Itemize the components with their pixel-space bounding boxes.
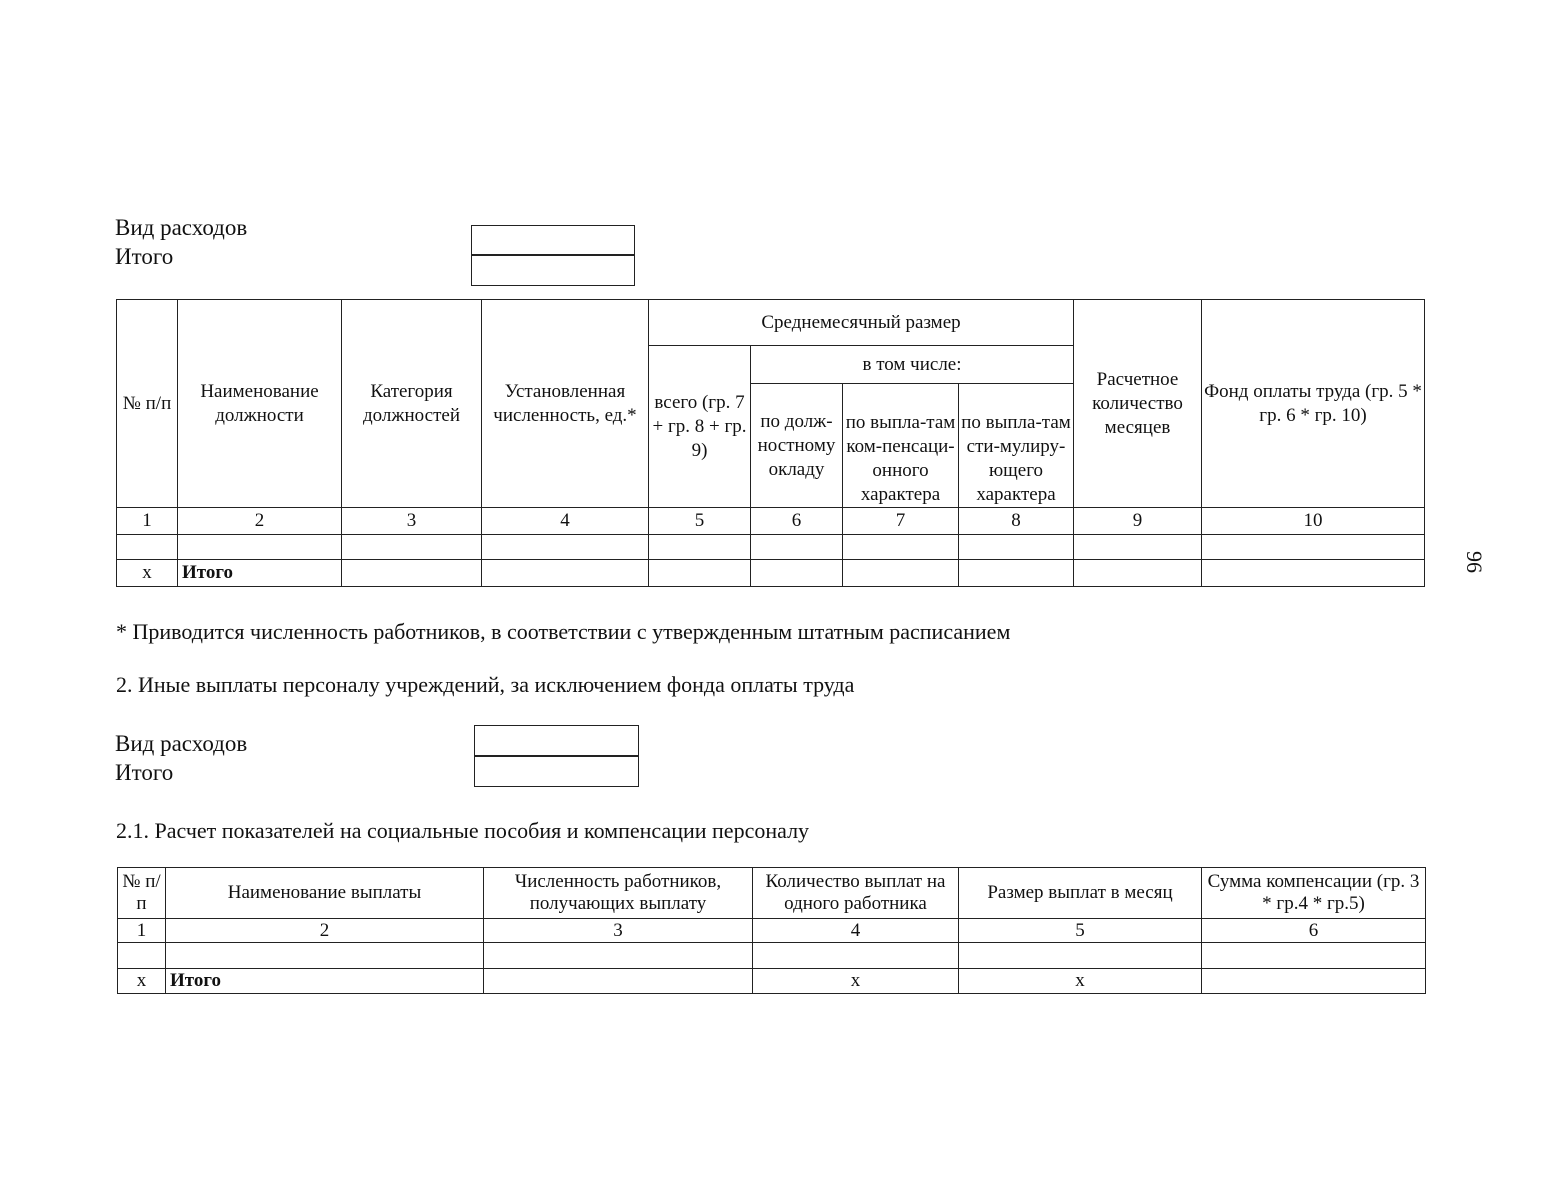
col-number: 5 <box>649 508 751 535</box>
header-salary: по долж-ностному окладу <box>751 384 843 508</box>
cell[interactable] <box>482 535 649 560</box>
cell[interactable] <box>484 969 753 994</box>
total-row <box>117 560 1425 587</box>
cell[interactable] <box>1202 943 1426 969</box>
table-row <box>118 943 1426 969</box>
cell[interactable] <box>117 535 178 560</box>
cell[interactable] <box>342 535 482 560</box>
col-number: 6 <box>751 508 843 535</box>
header-position-name: Наименование должности <box>178 300 342 508</box>
header-payment-size: Размер выплат в месяц <box>959 868 1202 919</box>
col-number: 5 <box>959 919 1202 943</box>
col-number: 3 <box>484 919 753 943</box>
footnote: * Приводится численность работников, в соответствии с утвержденным штатным расписанием <box>116 619 1011 644</box>
social-benefits-table <box>117 867 1426 994</box>
cell[interactable] <box>649 560 751 587</box>
cell[interactable] <box>751 535 843 560</box>
header-total: всего (гр. 7 + гр. 8 + гр. 9) <box>649 346 751 508</box>
cell[interactable] <box>482 560 649 587</box>
cell[interactable] <box>959 560 1074 587</box>
col-number: 3 <box>342 508 482 535</box>
col-number: 7 <box>843 508 959 535</box>
col-number: 1 <box>117 508 178 535</box>
header-num: № п/п <box>118 868 166 919</box>
cell[interactable] <box>843 535 959 560</box>
col-number: 2 <box>178 508 342 535</box>
cell[interactable] <box>959 535 1074 560</box>
col-number: 4 <box>753 919 959 943</box>
cell[interactable] <box>1074 560 1202 587</box>
header-num: № п/п <box>117 300 178 508</box>
cell[interactable] <box>959 943 1202 969</box>
cell[interactable] <box>753 943 959 969</box>
cell[interactable] <box>1074 535 1202 560</box>
col-number: 6 <box>1202 919 1426 943</box>
total-row <box>118 969 1426 994</box>
header-headcount: Установленная численность, ед.* <box>482 300 649 508</box>
cell[interactable] <box>1202 535 1425 560</box>
payroll-table <box>116 299 1425 587</box>
cell[interactable] <box>484 943 753 969</box>
col-number: 4 <box>482 508 649 535</box>
expense-type-field[interactable] <box>471 225 635 256</box>
cell[interactable] <box>166 943 484 969</box>
cell[interactable] <box>843 560 959 587</box>
col-number: 2 <box>166 919 484 943</box>
total-row-mark: x <box>117 560 178 587</box>
total-label-2: Итого <box>115 760 174 785</box>
total-field[interactable] <box>471 254 635 286</box>
cell[interactable] <box>342 560 482 587</box>
header-stimulating: по выпла-там сти-мулиру-ющего характера <box>959 384 1074 508</box>
header-category: Категория должностей <box>342 300 482 508</box>
total-row-label: Итого <box>178 560 342 587</box>
col-number: 8 <box>959 508 1074 535</box>
cell[interactable] <box>751 560 843 587</box>
header-workers-count: Численность работников, получающих выплату <box>484 868 753 919</box>
header-compensation-sum: Сумма компенсации (гр. 3 * гр.4 * гр.5) <box>1202 868 1426 919</box>
total-row-x: x <box>959 969 1202 994</box>
total-label: Итого <box>115 244 174 269</box>
total-field-2[interactable] <box>474 755 639 787</box>
expense-type-field-2[interactable] <box>474 725 639 757</box>
cell[interactable] <box>1202 560 1425 587</box>
cell[interactable] <box>1202 969 1426 994</box>
col-number: 10 <box>1202 508 1425 535</box>
cell[interactable] <box>118 943 166 969</box>
header-average-monthly: Среднемесячный размер <box>649 300 1074 346</box>
header-compensation: по выпла-там ком-пенсаци-онного характера <box>843 384 959 508</box>
cell[interactable] <box>178 535 342 560</box>
expense-type-label-2: Вид расходов <box>115 731 248 756</box>
total-row-mark: x <box>118 969 166 994</box>
cell[interactable] <box>649 535 751 560</box>
header-payments-count: Количество выплат на одного работника <box>753 868 959 919</box>
header-payment-name: Наименование выплаты <box>166 868 484 919</box>
table-row <box>117 535 1425 560</box>
col-number: 1 <box>118 919 166 943</box>
header-wage-fund: Фонд оплаты труда (гр. 5 * гр. 6 * гр. 10) <box>1202 300 1425 508</box>
section21-heading: 2.1. Расчет показателей на социальные пособия и компенсации персоналу <box>116 818 810 843</box>
expense-type-label: Вид расходов <box>115 215 248 240</box>
section2-heading: 2. Иные выплаты персоналу учреждений, за исключением фонда оплаты труда <box>116 672 855 697</box>
header-including: в том числе: <box>751 346 1074 384</box>
column-numbers-row <box>117 508 1425 535</box>
header-months: Расчетное количество месяцев <box>1074 300 1202 508</box>
col-number: 9 <box>1074 508 1202 535</box>
page-number: 96 <box>1462 551 1487 573</box>
total-row-x: x <box>753 969 959 994</box>
total-row-label: Итого <box>166 969 484 994</box>
column-numbers-row <box>118 919 1426 943</box>
